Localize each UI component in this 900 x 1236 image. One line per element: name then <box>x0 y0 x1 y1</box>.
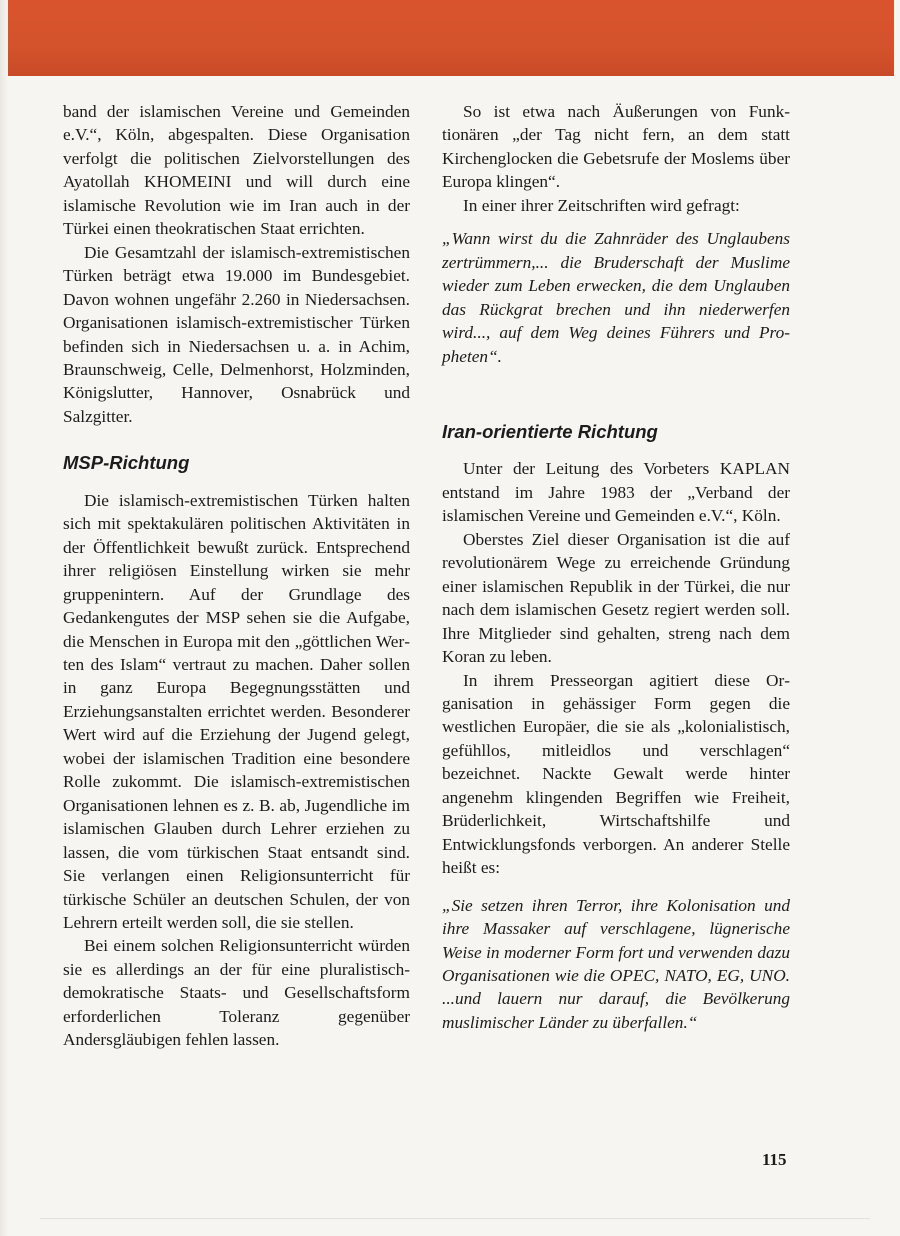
right-paragraph-5: In ihrem Presseorgan agitiert diese Organisation in gehässiger Form gegen die westlichen Europäer, die sie als „kolonialistisch, gefühllos, mitleidlos und verschlagen“ bezeichnet. Nackte Gewalt werde hinter angenehm klingenden Begriffen wie Freiheit, Brüderlichkeit, Wirtschaftshilfe und Entwicklungsfonds verborgen. An anderer Stelle heißt es: <box>442 670 790 878</box>
section-heading-iran: Iran-orientierte Richtung <box>442 420 658 442</box>
bottom-edge-line <box>40 1218 870 1219</box>
left-paragraph-1: band der islamischen Vereine und Gemeinden e.V.“, Köln, abgespalten. Diese Organisation verfolgt die politischen Zielvorstellungen des Ayatollah KHOMEINI und will durch eine islamische Revolution wie im Iran auch in der Türkei einen theokratischen Staat errichten. <box>63 102 410 239</box>
left-paragraph-4: Bei einem solchen Religionsunterricht würden sie es allerdings an der für eine pluralistisch-demokratische Staats- und Gesellschaftsform erforderlichen Toleranz gegenüber Andersgläubigen fehlen lassen. <box>63 936 410 1050</box>
quote-2: „Sie setzen ihren Terror, ihre Kolonisation und ihre Massaker auf verschlagene, lügnerische Weise in moderner Form fort und verwenden dazu Organisationen wie die OPEC, NATO, EG, UNO. ...und lauern nur darauf, die Bevölkerung muslimischer Länder zu überfallen.“ <box>442 895 790 1032</box>
right-paragraph-3: Unter der Leitung des Vorbeters KAPLAN entstand im Jahre 1983 der „Verband der islamischen Vereine und Gemeinden e.V.“, Köln. <box>442 459 790 526</box>
right-paragraph-4: Oberstes Ziel dieser Organisation ist die auf revolutionärem Wege zu erreichende Gründung einer islamischen Republik in der Türkei, die nur nach dem islamischen Gesetz regiert werden soll. Ihre Mitglieder sind gehalten, streng nach dem Koran zu leben. <box>442 529 790 667</box>
quote-1: „Wann wirst du die Zahnräder des Unglaubens zertrümmern,... die Bruderschaft der Muslime wieder zum Leben erwecken, die dem Unglauben das Rückgrat brechen und ihn niederwerfen wird..., auf dem Weg deines Führers und Propheten“. <box>442 229 790 366</box>
left-paragraph-2: Die Gesamtzahl der islamisch-extremistischen Türken beträgt etwa 19.000 im Bundesgebiet. Davon wohnen ungefähr 2.260 in Niedersachsen. Organisationen islamisch-extremistischer Türken befinden sich in Niedersachsen u. a. in Achim, Braunschweig, Celle, Delmenhorst, Holzminden, Königslutter, Hannover, Osnabrück und Salzgitter. <box>63 242 410 426</box>
header-color-band <box>8 0 894 76</box>
right-paragraph-1: So ist etwa nach Äußerungen von Funktionären „der Tag nicht fern, an dem statt Kirchenglocken die Gebetsrufe der Moslems über Europa klingen“. <box>442 102 790 192</box>
right-column <box>442 100 790 1034</box>
page-number: 115 <box>762 1150 787 1169</box>
left-column <box>63 100 410 1052</box>
left-paragraph-3: Die islamisch-extremistischen Türken halten sich mit spektakulären politischen Aktivitäten in der Öffentlichkeit bewußt zurück. Entsprechend ihrer religiösen Einstellung wirken sie mehr gruppenintern. Auf der Grundlage des Gedankengutes der MSP sehen sie die Aufgabe, die Menschen in Europa mit den „göttlichen Werten des Islam“ vertraut zu machen. Daher sollen in ganz Europa Begegnungsstätten und Erziehungsanstalten errichtet werden. Besonderer Wert wird auf die Erziehung der Jugend gelegt, wobei der islamischen Tradition eine besondere Rolle zukommt. Die islamisch-extremistischen Organisationen lehnen es z. B. ab, Jugendliche im islamischen Glauben durch Lehrer erziehen zu lassen, die vom türkischen Staat entsandt sind. Sie verlangen einen Religionsunterricht für türkische Schüler an deutschen Schulen, der von Lehrern erteilt werden soll, die sie stellen. <box>63 490 410 932</box>
section-heading-msp: MSP-Richtung <box>63 452 190 474</box>
right-paragraph-2: In einer ihrer Zeitschriften wird gefragt: <box>463 195 740 215</box>
page-edge-shadow <box>0 0 8 1236</box>
